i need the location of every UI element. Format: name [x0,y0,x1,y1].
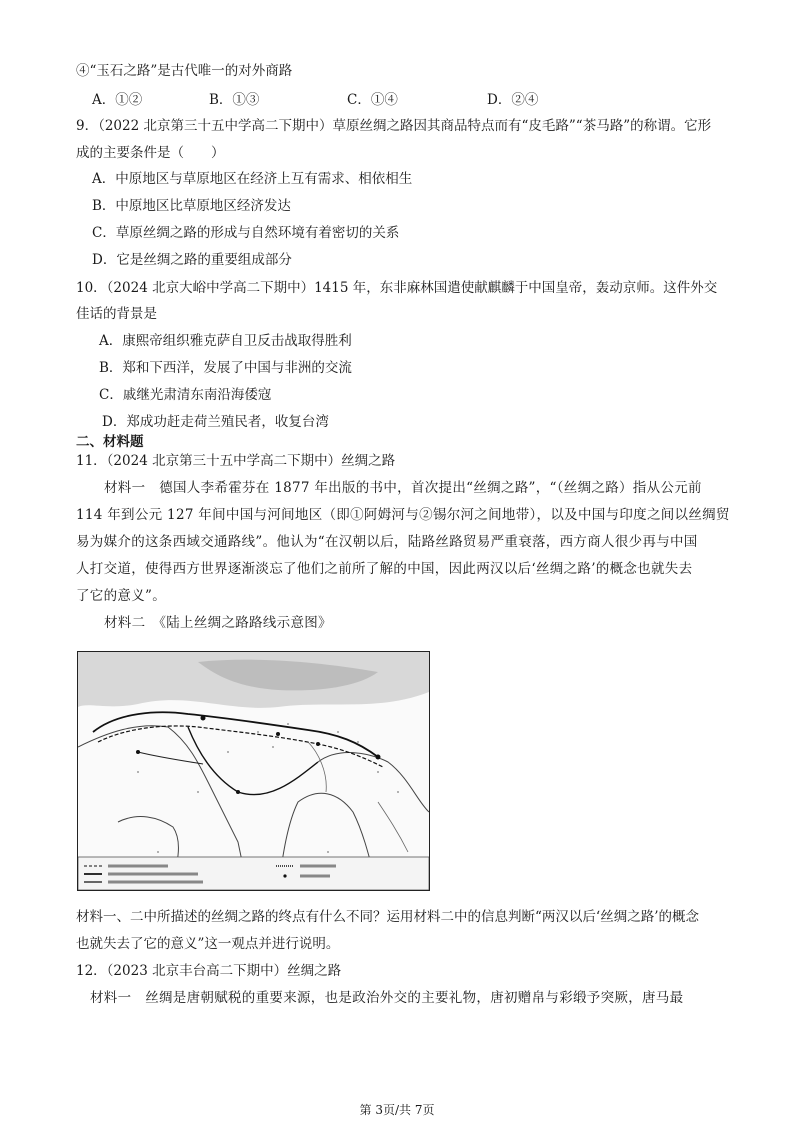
q11-material1-line2: 114 年到公元 127 年间中国与河间地区（即①阿姆河与②锡尔河之间地带），以及中国与印度之间以丝绸贸 [76,507,730,523]
q8-option-c[interactable]: C．①④ [347,92,398,108]
q11-material2-title: 材料二 《陆上丝绸之路路线示意图》 [104,615,332,631]
q9-stem-line1: 9．（2022 北京第三十五中学高二下期中）草原丝绸之路因其商品特点而有“皮毛路”“茶马路”的称谓。它形 [76,118,712,134]
q9-option-a[interactable]: A．中原地区与草原地区在经济上互有需求、相依相生 [92,171,413,187]
q8-option-b[interactable]: B．①③ [209,92,260,108]
q11-material1-line5: 了它的意义”。 [76,588,167,604]
q11-material1-line1: 材料一 德国人李希霍芬在 1877 年出版的书中，首次提出“丝绸之路”，“（丝绸之路）指从公元前 [104,480,702,496]
q12-stem: 12．（2023 北京丰台高二下期中）丝绸之路 [76,963,342,979]
q9-option-c[interactable]: C．草原丝绸之路的形成与自然环境有着密切的关系 [92,225,400,241]
q10-option-b[interactable]: B．郑和下西洋，发展了中国与非洲的交流 [99,360,352,376]
q8-item4: ④“玉石之路”是古代唯一的对外商路 [76,63,293,79]
q8-option-a[interactable]: A．①② [92,92,143,108]
q10-stem-line2: 佳话的背景是 [76,306,157,322]
section-heading: 二、材料题 [76,434,144,450]
q11-question-line1: 材料一、二中所描述的丝绸之路的终点有什么不同？运用材料二中的信息判断“两汉以后‘丝绸之路’的概念 [76,909,699,925]
q9-option-b[interactable]: B．中原地区比草原地区经济发达 [92,198,291,214]
q9-stem-line2: 成的主要条件是（ ） [76,145,225,161]
q10-option-c[interactable]: C．戚继光肃清东南沿海倭寇 [99,387,272,403]
silk-road-map [77,651,430,891]
page-footer: 第 3页/共 7页 [359,1103,435,1117]
q10-stem-line1: 10．（2024 北京大峪中学高二下期中）1415 年，东非麻林国遣使献麒麟于中国皇帝，轰动京师。这件外交 [76,280,718,296]
q10-option-a[interactable]: A．康熙帝组织雅克萨自卫反击战取得胜利 [99,333,352,349]
q11-question-line2: 也就失去了它的意义”这一观点并进行说明。 [76,936,340,952]
q11-material1-line4: 人打交道，使得西方世界逐渐淡忘了他们之前所了解的中国，因此两汉以后‘丝绸之路’的概念也就失去 [76,561,693,577]
map-drawing [78,652,429,890]
q10-option-d[interactable]: D．郑成功赶走荷兰殖民者，收复台湾 [102,414,329,430]
q8-option-d[interactable]: D．②④ [487,92,539,108]
q11-stem: 11．（2024 北京第三十五中学高二下期中）丝绸之路 [76,453,396,469]
q11-material1-line3: 易为媒介的这条西域交通路线”。他认为“在汉朝以后，陆路丝路贸易严重衰落，西方商人很少再与中国 [76,534,698,550]
q9-option-d[interactable]: D．它是丝绸之路的重要组成部分 [92,252,292,268]
q12-material1-line1: 材料一 丝绸是唐朝赋税的重要来源，也是政治外交的主要礼物，唐初赠帛与彩缎予突厥，唐马最 [90,990,684,1006]
